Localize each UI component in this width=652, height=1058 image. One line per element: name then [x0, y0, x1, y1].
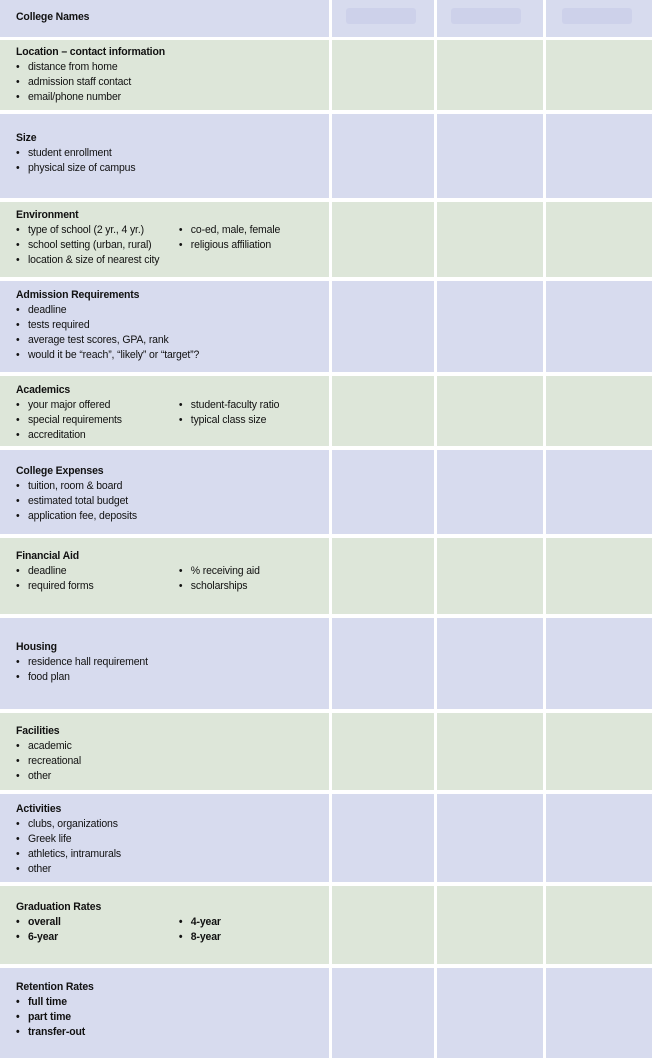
bullet-list-col1 — [16, 995, 179, 1040]
bullet-icon: • — [16, 61, 20, 73]
bullet-list-col2 — [179, 398, 317, 443]
section-title: Housing — [16, 641, 57, 653]
section-title: Retention Rates — [16, 981, 94, 993]
college-3-entry-cell[interactable] — [546, 376, 652, 446]
list-item-text: residence hall requirement — [27, 656, 148, 668]
list-item — [16, 739, 179, 754]
bullet-list-col1 — [16, 564, 179, 594]
section-title: Location – contact information — [16, 46, 165, 58]
college-2-entry-cell[interactable] — [437, 886, 543, 964]
section-row-graduation-rates — [0, 886, 652, 964]
list-item-text: part time — [27, 1011, 71, 1023]
college-1-entry-cell[interactable] — [332, 376, 434, 446]
bullet-icon: • — [16, 334, 20, 346]
bullet-icon: • — [16, 414, 20, 426]
list-item-text: type of school (2 yr., 4 yr.) — [27, 224, 144, 236]
college-1-entry-cell[interactable] — [332, 281, 434, 372]
list-item — [16, 348, 200, 363]
section-row-activities — [0, 794, 652, 882]
list-item-text: physical size of campus — [27, 162, 136, 174]
bullet-list-col2 — [179, 915, 317, 945]
section-row-retention-rates — [0, 968, 652, 1058]
bullet-list-col1 — [16, 479, 179, 524]
bullet-icon: • — [16, 239, 20, 251]
header-row — [0, 0, 652, 37]
bullet-list-col2 — [179, 739, 317, 784]
bullet-list-col1 — [16, 146, 179, 176]
list-item-text: Greek life — [27, 833, 72, 845]
bullet-icon: • — [16, 510, 20, 522]
bullet-icon: • — [16, 91, 20, 103]
college-3-entry-cell[interactable] — [546, 794, 652, 882]
criteria-cell — [0, 40, 329, 110]
bullet-icon: • — [178, 931, 183, 943]
list-item-text: average test scores, GPA, rank — [27, 334, 169, 346]
college-1-entry-cell[interactable] — [332, 40, 434, 110]
college-3-entry-cell[interactable] — [546, 40, 652, 110]
bullet-icon: • — [178, 414, 183, 426]
college-1-entry-cell[interactable] — [332, 538, 434, 614]
criteria-cell — [0, 618, 329, 709]
college-3-entry-cell[interactable] — [546, 114, 652, 198]
bullet-icon: • — [16, 848, 20, 860]
criteria-cell — [0, 538, 329, 614]
list-item — [16, 318, 179, 333]
bullet-icon: • — [16, 304, 20, 316]
bullet-icon: • — [16, 656, 20, 668]
bullet-icon: • — [16, 349, 20, 361]
section-row-size — [0, 114, 652, 198]
college-2-entry-cell[interactable] — [437, 713, 543, 790]
list-item-text: location & size of nearest city — [27, 254, 160, 266]
bullet-icon: • — [16, 254, 20, 266]
list-item-text: would it be “reach”, “likely” or “target”? — [27, 349, 200, 361]
college-2-entry-cell[interactable] — [437, 618, 543, 709]
bullet-list-col2 — [179, 146, 317, 176]
bullet-list-col1 — [16, 398, 179, 443]
college-3-entry-cell[interactable] — [546, 968, 652, 1058]
section-row-financial-aid — [0, 538, 652, 614]
section-row-location-contact-information — [0, 40, 652, 110]
college-1-entry-cell[interactable] — [332, 794, 434, 882]
bullet-icon: • — [178, 224, 183, 236]
college-3-entry-cell[interactable] — [546, 450, 652, 534]
college-2-entry-cell[interactable] — [437, 450, 543, 534]
criteria-cell — [0, 794, 329, 882]
bullet-icon: • — [16, 580, 20, 592]
section-row-facilities — [0, 713, 652, 790]
list-item-text: special requirements — [27, 414, 122, 426]
list-item-text: required forms — [27, 580, 94, 592]
college-1-entry-cell[interactable] — [332, 450, 434, 534]
criteria-cell — [0, 450, 329, 534]
college-3-entry-cell[interactable] — [546, 886, 652, 964]
college-3-entry-cell[interactable] — [546, 618, 652, 709]
bullet-icon: • — [16, 1026, 20, 1038]
bullet-list-col2 — [179, 655, 317, 685]
college-2-entry-cell[interactable] — [437, 376, 543, 446]
list-item — [16, 428, 179, 443]
list-item — [179, 579, 317, 594]
criteria-cell — [0, 886, 329, 964]
college-2-entry-cell[interactable] — [437, 202, 543, 277]
list-item — [16, 479, 179, 494]
list-item-text: % receiving aid — [190, 565, 260, 577]
list-item — [16, 238, 179, 253]
college-1-entry-cell[interactable] — [332, 968, 434, 1058]
list-item-text: academic — [27, 740, 72, 752]
bullet-list-col2 — [179, 60, 317, 105]
list-item — [16, 253, 179, 268]
list-item-text: full time — [27, 996, 67, 1008]
bullet-icon: • — [16, 931, 20, 943]
bullet-icon: • — [178, 239, 183, 251]
college-3-entry-cell[interactable] — [546, 281, 652, 372]
bullet-list-col1 — [16, 655, 179, 685]
list-item-text: student-faculty ratio — [190, 399, 280, 411]
bullet-list-col1 — [16, 739, 179, 784]
list-item — [179, 238, 317, 253]
list-item-text: school setting (urban, rural) — [27, 239, 152, 251]
bullet-list-col2 — [179, 479, 317, 524]
list-item-text: scholarships — [190, 580, 248, 592]
list-item-text: athletics, intramurals — [27, 848, 122, 860]
list-item — [16, 670, 179, 685]
college-name-cell-1[interactable] — [332, 0, 434, 37]
list-item — [16, 509, 179, 524]
bullet-list-col1 — [16, 60, 179, 105]
section-title: Financial Aid — [16, 550, 80, 562]
list-item-text: your major offered — [27, 399, 111, 411]
list-item — [16, 930, 179, 945]
bullet-icon: • — [16, 495, 20, 507]
criteria-cell — [0, 202, 329, 277]
list-item-text: other — [27, 863, 52, 875]
criteria-cell — [0, 376, 329, 446]
list-item — [16, 1010, 179, 1025]
bullet-icon: • — [178, 580, 183, 592]
bullet-icon: • — [16, 671, 20, 683]
bullet-icon: • — [16, 319, 20, 331]
list-item — [16, 333, 179, 348]
bullet-list-col2 — [179, 995, 317, 1040]
bullet-icon: • — [16, 770, 20, 782]
bullet-icon: • — [16, 996, 20, 1008]
section-title: Size — [16, 132, 37, 144]
college-name-cell-2[interactable] — [437, 0, 543, 37]
bullet-list-col1 — [16, 915, 179, 945]
bullet-list-col1 — [16, 303, 200, 363]
list-item-text: overall — [27, 916, 61, 928]
college-2-entry-cell[interactable] — [437, 794, 543, 882]
list-item — [16, 817, 179, 832]
college-1-entry-cell[interactable] — [332, 618, 434, 709]
list-item — [16, 90, 179, 105]
list-item — [16, 832, 179, 847]
list-item-text: student enrollment — [27, 147, 112, 159]
bullet-icon: • — [16, 818, 20, 830]
list-item-text: transfer-out — [27, 1026, 86, 1038]
college-2-entry-cell[interactable] — [437, 968, 543, 1058]
section-row-housing — [0, 618, 652, 709]
bullet-icon: • — [16, 480, 20, 492]
section-row-academics — [0, 376, 652, 446]
list-item — [16, 862, 179, 877]
list-item — [16, 655, 179, 670]
bullet-list-col1 — [16, 817, 179, 877]
college-2-entry-cell[interactable] — [437, 538, 543, 614]
list-item — [16, 223, 179, 238]
list-item — [16, 303, 179, 318]
criteria-cell — [0, 713, 329, 790]
section-title: Admission Requirements — [16, 289, 140, 301]
list-item — [16, 413, 179, 428]
bullet-icon: • — [16, 162, 20, 174]
list-item — [16, 494, 179, 509]
list-item — [16, 847, 179, 862]
college-2-entry-cell[interactable] — [437, 114, 543, 198]
section-title: Facilities — [16, 725, 60, 737]
list-item-text: application fee, deposits — [27, 510, 137, 522]
section-row-environment — [0, 202, 652, 277]
list-item-text: deadline — [27, 304, 67, 316]
list-item — [16, 1025, 179, 1040]
header-title: College Names — [16, 11, 90, 23]
section-title: Activities — [16, 803, 62, 815]
bullet-icon: • — [178, 565, 183, 577]
list-item — [16, 398, 179, 413]
section-row-college-expenses — [0, 450, 652, 534]
list-item-text: other — [27, 770, 52, 782]
college-3-entry-cell[interactable] — [546, 713, 652, 790]
list-item — [16, 995, 179, 1010]
bullet-list-col2 — [179, 303, 317, 363]
section-title: Graduation Rates — [16, 901, 102, 913]
list-item-text: 4-year — [190, 916, 221, 928]
criteria-cell — [0, 114, 329, 198]
bullet-icon: • — [16, 1011, 20, 1023]
list-item — [16, 75, 179, 90]
bullet-icon: • — [16, 740, 20, 752]
list-item-text: tests required — [27, 319, 90, 331]
section-title: Environment — [16, 209, 79, 221]
list-item — [16, 60, 179, 75]
college-2-entry-cell[interactable] — [437, 281, 543, 372]
list-item — [179, 564, 317, 579]
criteria-cell — [0, 968, 329, 1058]
list-item-text: food plan — [27, 671, 70, 683]
bullet-icon: • — [16, 147, 20, 159]
bullet-icon: • — [16, 429, 20, 441]
list-item — [179, 930, 317, 945]
list-item — [16, 915, 179, 930]
college-1-entry-cell[interactable] — [332, 886, 434, 964]
list-item-text: accreditation — [27, 429, 86, 441]
bullet-list-col2 — [179, 223, 317, 268]
section-title: Academics — [16, 384, 71, 396]
list-item — [16, 769, 179, 784]
bullet-list-col1 — [16, 223, 179, 268]
bullet-icon: • — [16, 76, 20, 88]
list-item — [16, 754, 179, 769]
list-item-text: deadline — [27, 565, 67, 577]
header-label-cell — [0, 0, 329, 37]
college-3-entry-cell[interactable] — [546, 538, 652, 614]
list-item — [179, 413, 317, 428]
college-name-cell-3[interactable] — [546, 0, 652, 37]
list-item-text: 8-year — [190, 931, 221, 943]
section-title: College Expenses — [16, 465, 104, 477]
bullet-icon: • — [16, 833, 20, 845]
section-row-admission-requirements — [0, 281, 652, 372]
college-1-entry-cell[interactable] — [332, 202, 434, 277]
list-item — [16, 161, 179, 176]
list-item — [16, 564, 179, 579]
list-item — [16, 579, 179, 594]
college-1-entry-cell[interactable] — [332, 114, 434, 198]
list-item-text: estimated total budget — [27, 495, 129, 507]
college-3-entry-cell[interactable] — [546, 202, 652, 277]
bullet-icon: • — [16, 755, 20, 767]
bullet-icon: • — [16, 224, 20, 236]
criteria-cell — [0, 281, 329, 372]
list-item-text: tuition, room & board — [27, 480, 123, 492]
bullet-icon: • — [178, 916, 183, 928]
list-item-text: email/phone number — [27, 91, 122, 103]
list-item-text: co-ed, male, female — [190, 224, 281, 236]
college-2-entry-cell[interactable] — [437, 40, 543, 110]
list-item — [16, 146, 179, 161]
list-item — [179, 398, 317, 413]
list-item-text: 6-year — [27, 931, 59, 943]
bullet-icon: • — [16, 916, 20, 928]
list-item-text: recreational — [27, 755, 82, 767]
list-item-text: typical class size — [190, 414, 267, 426]
bullet-icon: • — [178, 399, 183, 411]
list-item-text: clubs, organizations — [27, 818, 118, 830]
list-item-text: admission staff contact — [27, 76, 132, 88]
list-item — [179, 915, 317, 930]
college-1-entry-cell[interactable] — [332, 713, 434, 790]
bullet-icon: • — [16, 565, 20, 577]
bullet-list-col2 — [179, 564, 317, 594]
bullet-icon: • — [16, 399, 20, 411]
list-item-text: distance from home — [27, 61, 118, 73]
bullet-list-col2 — [179, 817, 317, 877]
list-item — [179, 223, 317, 238]
list-item-text: religious affiliation — [190, 239, 272, 251]
bullet-icon: • — [16, 863, 20, 875]
